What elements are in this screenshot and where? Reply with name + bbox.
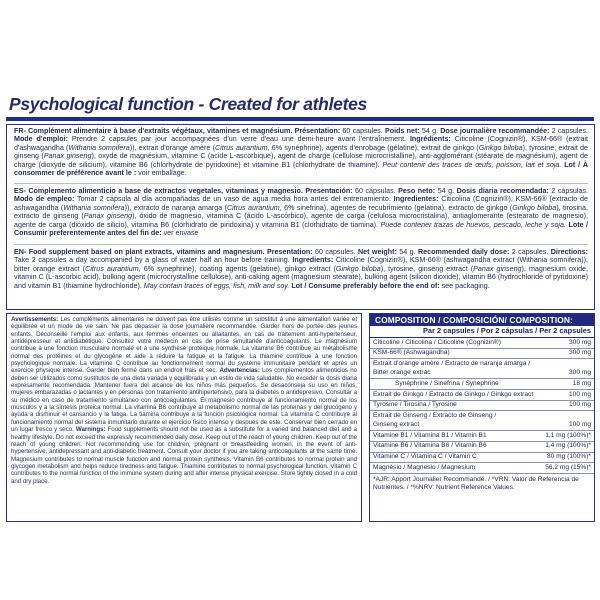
text-segment: ), óxido de magnesio, vitamina C (ácido L-ascórbico), agente de carga (celulosa microcristalina), antiaglomerante (estearato de magnesio), agente de carga (dióxido de silicio), vitamina B6 (clorhidrato de piridoxina) y vitamina B1 (clorhidrato de tiamina).	[14, 212, 588, 229]
text-segment: 54 g.	[435, 187, 457, 195]
text-segment: Peso neto:	[398, 187, 436, 195]
text-segment: ES- Complemento alimenticio a base de extractos vegetales, vitaminas y magnesio. Presentación:	[14, 187, 353, 195]
text-segment: )), extracto de naranja amarga (	[124, 203, 227, 212]
text-segment: ), oxyde de magnésium, vitamine C (acide L-ascorbique), agent de charge (cellulose microcristalline), anti-agglomérant (stéarate de magnésium), agent de charge (dioxyde de silicium), vitamine B6 (chlorhydrate de pyridoxine) et vitamine B1 (chlorhydrate de thiamine).	[14, 152, 588, 169]
text-segment: Citicoline (Cognizin®), KSM-66® (ashwagandha extract (Withania somnifera)), bitter orange extract (	[14, 256, 588, 273]
text-segment: Ingrédients:	[409, 135, 451, 144]
text-segment: Ginkgo biloba	[335, 264, 381, 273]
ingredient-amount: 80 mg (100%)*	[541, 452, 594, 463]
text-segment: Lote / Consumir preferentemente antes del fin de:	[14, 220, 588, 238]
text-segment: Recommended daily dose:	[418, 248, 510, 256]
ingredient-amount	[541, 359, 594, 369]
ingredient-name: KSM-66® (Ashwagandha)	[370, 348, 541, 359]
composition-row	[370, 389, 594, 400]
text-segment: 54 g.	[419, 127, 441, 135]
text-segment: Mode d'emploi:	[14, 135, 68, 144]
ingredient-name: Vitamine B6 / Vitamina B6 / Vitamin B6	[370, 441, 541, 452]
ingredient-name: Extrait d'orange amère / Extracto de naranja amarga /	[373, 359, 531, 367]
ingredient-name: Extrait de Ginseng / Extracto de Ginseng /	[373, 411, 497, 419]
ingredient-name: Vitamine B1 / Vitamina B1 / Vitamin B1	[370, 431, 541, 442]
text-segment: Citicolina (Cognizin®), KSM-66® (extracto de ashwagandha (	[14, 195, 588, 212]
text-segment: Ingredients:	[292, 256, 334, 265]
text-segment: 54 g.	[396, 248, 419, 256]
composition-row	[370, 369, 594, 379]
composition-box	[369, 313, 595, 522]
text-segment: Poids net:	[384, 127, 420, 135]
text-segment: Panax ginseng	[83, 212, 133, 221]
warnings-box	[6, 313, 362, 522]
ingredient-amount: 100 mg	[541, 400, 594, 411]
ingredient-name: Synéphrine / Sinefrina / Synephrine	[370, 379, 541, 390]
text-segment: , 6% sinefrina), agentes de recubrimiento (gelatina), extracto de ginkgo (	[279, 203, 513, 212]
text-segment: Ginkgo biloba	[478, 143, 523, 152]
text-segment: )), extrait d'orange amère (	[129, 143, 215, 152]
french-label-text	[14, 127, 588, 179]
composition-header: COMPOSITION / COMPOSICIÓN/ COMPOSITION:	[370, 314, 594, 326]
divider	[14, 183, 588, 184]
composition-row	[370, 421, 594, 431]
text-segment: , 6% synéphrine), agents d'enrobage (gélatine), extrait de ginkgo (	[267, 143, 479, 152]
text-segment: Tomar 2 cápsula al día acompañadas de un vaso de agua media hora antes del entrenamiento.	[74, 195, 394, 204]
text-segment: EN- Food supplement based on plant extracts, vitamins and magnesium. Presentation:	[14, 248, 313, 256]
ingredient-amount: 300 mg	[541, 338, 594, 349]
text-segment: Lot / Consume preferably before the end of:	[291, 281, 440, 290]
ingredient-amount: 300 mg	[541, 348, 594, 359]
text-segment: Ingredientes:	[393, 195, 439, 204]
text-segment: Withania somnifera	[63, 203, 125, 212]
ingredient-name: Citicoline / Citicolina / Citicoline (Cognizin®)	[370, 338, 541, 349]
spanish-label-text	[14, 187, 588, 239]
ingredient-name: Magnésio / Magnesio / Magnesium	[370, 463, 541, 474]
ingredient-name: Bitter orange extrac	[370, 369, 541, 379]
text-segment: Panax ginseng	[43, 152, 92, 161]
text-segment: Advertencias:	[219, 367, 260, 375]
composition-row	[370, 452, 594, 463]
composition-row	[370, 400, 594, 411]
text-segment: voir emballage.	[136, 169, 187, 178]
ingredient-amount	[541, 411, 594, 421]
text-segment: 2 cápsulas.	[548, 187, 588, 195]
ingredient-name: Vitamine C / Vitamina C / Vitamin C	[370, 452, 541, 463]
ingredient-amount: 100 mg	[541, 389, 594, 400]
composition-row	[370, 463, 594, 474]
ingredient-name: Tyrosine / Tirosina / Tyrosine	[370, 400, 541, 411]
text-segment: ), tirosina, extracto de ginseng (	[14, 203, 588, 221]
text-segment: Citrus aurantium	[214, 143, 268, 152]
text-segment: Citrus aurantium	[85, 264, 139, 273]
ingredient-name: Extrait de Ginkgo / Extracto de Ginkgo / Ginkgo extract	[370, 389, 541, 400]
text-segment: ), magnesium oxide, vitamin C (L-ascorbic acid), bulking agent (microcrystalline cellulose), anti-caking agent (magnesium stearate), bulking agent (silicon dioxide), vitamin B6 (hydrochloride of pyridoxine) and vitamin B1 (thiamine hydrochloride).	[14, 264, 588, 290]
text-segment: ver envase	[161, 229, 199, 238]
text-segment: 2 capsules.	[549, 127, 588, 135]
divider	[14, 244, 588, 245]
composition-row	[370, 359, 594, 369]
composition-row	[370, 431, 594, 442]
ingredient-name: Ginseng extract	[370, 421, 541, 431]
composition-row	[370, 441, 594, 452]
text-segment: Ginkgo biloba	[512, 203, 557, 212]
warnings-text	[11, 316, 357, 485]
text-segment: ), tyrosine, ginseng extract (	[380, 264, 474, 273]
composition-row	[370, 379, 594, 390]
composition-row	[370, 348, 594, 359]
text-segment: Puede contener trazas de huevos, pescado, leche y soja.	[380, 220, 566, 229]
text-segment: Warnings:	[75, 426, 106, 434]
text-segment: ), tyrosine, extrait de ginseng (	[14, 143, 588, 161]
text-segment: Los complementos alimenticios no deben ser utilizados como sustitutos de una dieta variada y equilibrada y un estilo de vida saludable. No exceder la dosis diaria expresamente recomendada. Mantener fuera del alcance de los niños más pequeños. Se desaconseja su uso en niños, mujeres embarazadas o lactantes y en personas con tratamiento antihipertensivo, para la diabetes o antidepresivo. Consultar a su médico en caso de tratamiento simultáneo con anticoagulantes. El magnesio contribuye al funcionamiento normal de los músculos y a la síntesis proteica normal. La vitamina B6 contribuye al metabolismo normal de las proteínas y del glucógeno y ayuda a disminuir el cansancio y la fatiga. La tiamina contribuye a la función psicológica normal. La vitamina C contribuye al funcionamiento normal del sistema inmunitario durante el ejercicio físico intenso y después de este. Conservar bien cerrado en un lugar fresco y seco.	[11, 367, 357, 434]
text-segment: 60 capsules.	[340, 127, 385, 135]
text-segment: see packaging.	[439, 281, 490, 290]
text-segment: 60 cápsulas.	[352, 187, 399, 195]
title-underline	[6, 117, 594, 121]
text-segment: 2 capsules.	[509, 248, 551, 256]
page-title: Psychological function - Created for athletes	[9, 94, 367, 114]
ingredient-amount: 1,1 mg (100%)*	[541, 431, 594, 442]
composition-row	[370, 411, 594, 421]
composition-table	[370, 326, 594, 474]
text-segment: Peut contenir des traces de œufs, poisson, lait et soja.	[382, 160, 562, 169]
ingredient-amount: 18 mg	[541, 379, 594, 390]
text-segment: Withania somnifera	[68, 143, 130, 152]
text-segment: Directions:	[550, 248, 588, 256]
ingredient-amount: 1,4 mg (100%)*	[541, 441, 594, 452]
text-segment: Dosis diaria recomendada:	[456, 187, 549, 195]
text-segment: Dose journalière recommandée:	[440, 127, 550, 135]
text-segment: Panax ginseng	[473, 264, 522, 273]
text-segment: Lot / À consommer de préférence avant le :	[14, 160, 588, 178]
text-segment: FR- Complément alimentaire à base d'extraits végétaux, vitamines et magnésium. Présentation:	[14, 127, 341, 135]
composition-footnote: *AJR: Apport Journalier Recommandé. / *VRN: Valor de Referencia de Nutrientes. / *%NRV: Nutrient Reference Values.	[373, 475, 579, 491]
composition-row	[370, 338, 594, 349]
text-segment: , 6% synephrine), coating agents (gelatine), ginkgo extract (	[138, 264, 336, 273]
text-segment: Food supplements should not be used as a substitute for a varied and balanced diet and a healthy lifestyle. Do not exceed the expressly recommended daily dose. Keep out of the reach of young children. Keep out of the reach of young children. Not recommending use for children, pregnant or breastfeeding women, in the event of anti-hypertensive, antidepressant and anti-diabetic treatment. Consult your doctor if you are taking anticoagulants at the same time. Magnesium contributes to normal muscle function and normal protein synthesis. Vitamin B6 contributes to normal protein and glycogen metabolism and helps reduce tiredness and fatigue. Thiamine contributes to normal psychological function. Vitamin C contributes to the normal function of the immune system during and after intense physical exercise. Store tightly closed in a cold and dry place.	[11, 426, 357, 485]
text-segment: Modo de empleo:	[14, 195, 75, 204]
text-segment: Citicoline (Cognizin®), KSM-66® (extrait d'ashwagandha (	[14, 135, 588, 152]
per-serving-label: Par 2 capsules / Por 2 cápsulas / Per 2 capsules	[370, 326, 594, 338]
text-segment: May contain traces of eggs, fish, milk and soy.	[143, 281, 290, 290]
text-segment: Take 2 capsules a day accompanied by a glass of water half an hour before training.	[14, 256, 293, 265]
text-segment: Net weight:	[357, 248, 397, 256]
ingredient-amount: 100 mg	[541, 421, 594, 431]
text-segment: Citrus aurantium	[226, 203, 280, 212]
text-segment: 60 capsules.	[312, 248, 358, 256]
text-segment: Avertissements:	[11, 316, 59, 323]
ingredient-amount: 300 mg	[541, 369, 594, 379]
ingredient-amount: 56,2 mg (15%)*	[541, 463, 594, 474]
text-segment: Les compléments alimentaires ne doivent pas être utilisés comme un substitut à une alimentation variée et équilibrée et un mode de vie sain. Ne pas dépasser la dose journalière recommandée. Garder hors de portée des jeunes enfants. Déconseillé l'emploi aux enfants, aux femmes enceintes ou allaitantes, en cas de traitement anti-hypertenseur, antidépresseur et antidiabétique. Consultez votre médecin en cas de prise simultanée d'anticoagulants. Le magnésium contribue à une fonction musculaire normale et à une synthèse protéique normale. La vitamine B6 contribue au métabolisme normal des protéines et du glycogène et aide à réduire la fatigue et la fatigue. La thiamine contribue à une fonction psychologique normale. La vitamine C contribue au fonctionnement normal du système immunitaire pendant et après un exercice physique intense. Garder bien fermé dans un endroit frais et sec.	[11, 316, 357, 375]
text-segment: Prendre 2 capsules par jour accompagnées d'un verre d'eau une demi-heure avant l'entraînement.	[67, 135, 410, 144]
english-label-text	[14, 248, 588, 300]
